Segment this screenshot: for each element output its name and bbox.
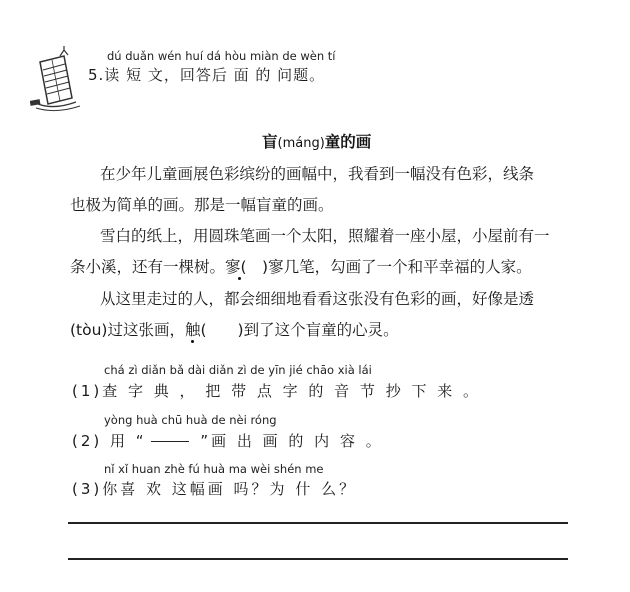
- title-post: 童的画: [324, 133, 372, 151]
- q2-text: [72, 430, 384, 451]
- passage-line-6: (tòu)过这张画，触( )到了这个盲童的心灵。: [70, 321, 399, 339]
- q1-pinyin: chá zì diǎn bǎ dài diǎn zì de yīn jié chāo xià lái: [104, 363, 372, 377]
- fill-blank: [151, 441, 189, 442]
- q2-pinyin: yòng huà chū huà de nèi róng: [104, 413, 277, 427]
- title-pinyin: (máng): [277, 136, 325, 151]
- q1-text: (1)查 字 典 ， 把 带 点 字 的 音 节 抄 下 来 。: [72, 382, 482, 400]
- instruction: 5.读 短 文，回答后 面 的 问题。: [88, 66, 326, 84]
- emphasis-dot: [238, 277, 241, 280]
- emphasis-dot: [191, 340, 194, 343]
- passage-line-4: 条小溪，还有一棵树。寥( )寥几笔，勾画了一个和平幸福的人家。: [70, 258, 532, 276]
- q3-text: (3)你喜 欢 这幅画 吗？为 什 么？: [72, 480, 358, 498]
- instruction-pinyin: dú duǎn wén huí dá hòu miàn de wèn tí: [107, 49, 336, 63]
- passage-title: [262, 130, 371, 152]
- passage-line-3: 雪白的纸上，用圆珠笔画一个太阳，照耀着一座小屋，小屋前有一: [100, 227, 550, 245]
- passage-line-5: 从这里走过的人，都会细细地看看这张没有色彩的画，好像是透: [100, 290, 535, 308]
- answer-line-1[interactable]: [68, 522, 568, 524]
- title-pre: 盲: [262, 133, 278, 151]
- q3-pinyin: nǐ xǐ huan zhè fú huà ma wèi shén me: [104, 462, 324, 476]
- q2-text-pre: (2) 用 “: [72, 432, 147, 450]
- q2-text-post: ”画 出 画 的 内 容 。: [192, 432, 384, 450]
- answer-line-2[interactable]: [68, 558, 568, 560]
- passage-line-1: 在少年儿童画展色彩缤纷的画幅中，我看到一幅没有色彩，线条: [100, 165, 535, 183]
- passage-line-2: 也极为简单的画。那是一幅盲童的画。: [70, 196, 334, 214]
- book-icon: [30, 44, 90, 114]
